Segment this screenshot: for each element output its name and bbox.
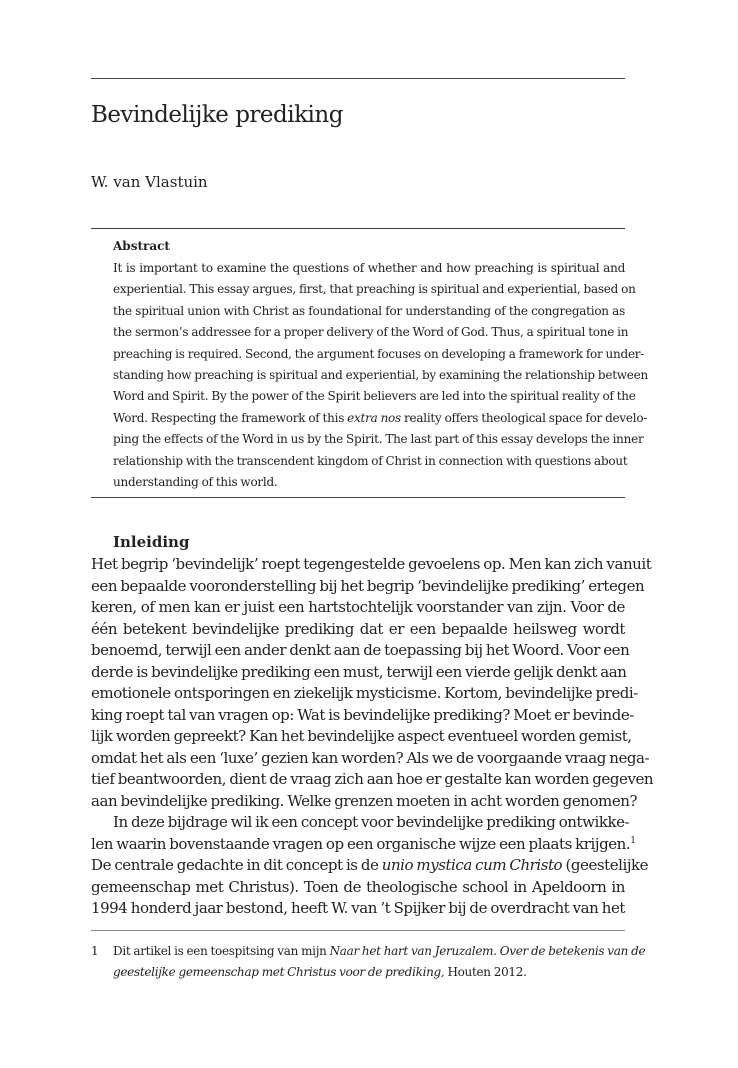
body-line-part: len waarin bovenstaande vragen op een organische wijze een plaats krijgen. bbox=[91, 834, 631, 853]
footnote-book-title: geestelijke gemeenschap met Christus voor de prediking, bbox=[113, 965, 445, 979]
body-line: 1994 honderd jaar bestond, heeft W. van ’t Spijker bij de overdracht van het bbox=[91, 899, 625, 917]
abstract-line: ping the effects of the Word in us by the Spirit. The last part of this essay develops the inner bbox=[113, 432, 644, 447]
section-body bbox=[91, 554, 654, 920]
footnote-number: 1 bbox=[91, 944, 99, 958]
abstract-italic-term: extra nos bbox=[347, 410, 401, 425]
abstract-line: understanding of this world. bbox=[113, 474, 278, 489]
abstract-heading: Abstract bbox=[113, 239, 170, 253]
body-line: gemeenschap met Christus). Toen de theologische school in Apeldoorn in bbox=[91, 877, 625, 896]
body-line-part: De centrale gedachte in dit concept is de bbox=[91, 856, 382, 874]
section-heading: Inleiding bbox=[113, 533, 190, 551]
abstract-line: relationship with the transcendent kingdom of Christ in connection with questions about bbox=[113, 453, 628, 468]
body-line: Het begrip ‘bevindelijk’ roept tegengestelde gevoelens op. Men kan zich vanuit bbox=[91, 555, 652, 573]
body-line: benoemd, terwijl een ander denkt aan de toepassing bij het Woord. Voor een bbox=[91, 641, 630, 659]
body-line: keren, of men kan er juist een hartstochtelijk voorstander van zijn. Voor de bbox=[91, 598, 625, 616]
footnote-line-part: Houten 2012. bbox=[444, 965, 527, 979]
abstract-top-rule bbox=[91, 228, 625, 229]
body-line: een bepaalde vooronderstelling bij het begrip ‘bevindelijke prediking’ ertegen bbox=[91, 576, 645, 595]
abstract-line bbox=[113, 408, 648, 429]
body-line: emotionele ontsporingen en ziekelijk mysticisme. Kortom, bevindelijke predi- bbox=[91, 684, 638, 702]
abstract-line-part: reality offers theological space for develo- bbox=[400, 410, 648, 425]
abstract-line: standing how preaching is spiritual and experiential, by examining the relationship between bbox=[113, 367, 648, 382]
body-line: lijk worden gepreekt? Kan het bevindelijke aspect eventueel worden gemist, bbox=[91, 727, 632, 745]
footnote-book-title: Naar het hart van Jeruzalem. Over de betekenis van de bbox=[329, 944, 646, 958]
footnote-rule bbox=[91, 930, 625, 931]
abstract-body bbox=[113, 258, 648, 493]
body-line: king roept tal van vragen op: Wat is bevindelijke prediking? Moet er bevinde- bbox=[91, 705, 634, 724]
body-line: derde is bevindelijke prediking een must, terwijl een vierde gelijk denkt aan bbox=[91, 662, 627, 681]
body-line bbox=[91, 855, 649, 877]
body-line: omdat het als een ‘luxe’ gezien kan worden? Als we de voorgaande vraag nega- bbox=[91, 748, 650, 767]
abstract-bottom-rule bbox=[91, 497, 625, 498]
body-line: In deze bijdrage wil ik een concept voor bevindelijke prediking ontwikke- bbox=[113, 813, 630, 831]
abstract-line: Word and Spirit. By the power of the Spirit believers are led into the spiritual reality of the bbox=[113, 389, 636, 404]
abstract-line: the spiritual union with Christ as foundational for understanding of the congregation as bbox=[113, 303, 625, 318]
footnote-line-part: Dit artikel is een toespitsing van mijn bbox=[113, 944, 330, 958]
body-line: aan bevindelijke prediking. Welke grenzen moeten in acht worden genomen? bbox=[91, 791, 638, 810]
top-rule bbox=[91, 78, 625, 79]
abstract-line: preaching is required. Second, the argument focuses on developing a framework for under- bbox=[113, 346, 645, 361]
body-line: één betekent bevindelijke prediking dat er een bepaalde heilsweg wordt bbox=[91, 619, 625, 638]
abstract-line: experiential. This essay argues, first, that preaching is spiritual and experiential, based on bbox=[113, 282, 636, 297]
footnote-ref[interactable]: 1 bbox=[630, 835, 636, 846]
footnote-line bbox=[113, 962, 625, 983]
body-line-part: (geestelijke bbox=[562, 856, 649, 874]
abstract-line-part: Word. Respecting the framework of this bbox=[113, 410, 348, 425]
footnote-text bbox=[113, 941, 646, 983]
body-line bbox=[91, 834, 636, 856]
body-line: tief beantwoorden, dient de vraag zich aan hoe er gestalte kan worden gegeven bbox=[91, 770, 654, 788]
abstract-line: the sermon’s addressee for a proper delivery of the Word of God. Thus, a spiritual tone in bbox=[113, 325, 629, 340]
footnote-line bbox=[113, 941, 646, 962]
abstract-line: It is important to examine the questions of whether and how preaching is spiritual and bbox=[113, 261, 625, 275]
article-title: Bevindelijke prediking bbox=[91, 102, 343, 128]
body-italic-term: unio mystica cum Christo bbox=[381, 856, 563, 874]
article-author: W. van Vlastuin bbox=[91, 173, 208, 191]
